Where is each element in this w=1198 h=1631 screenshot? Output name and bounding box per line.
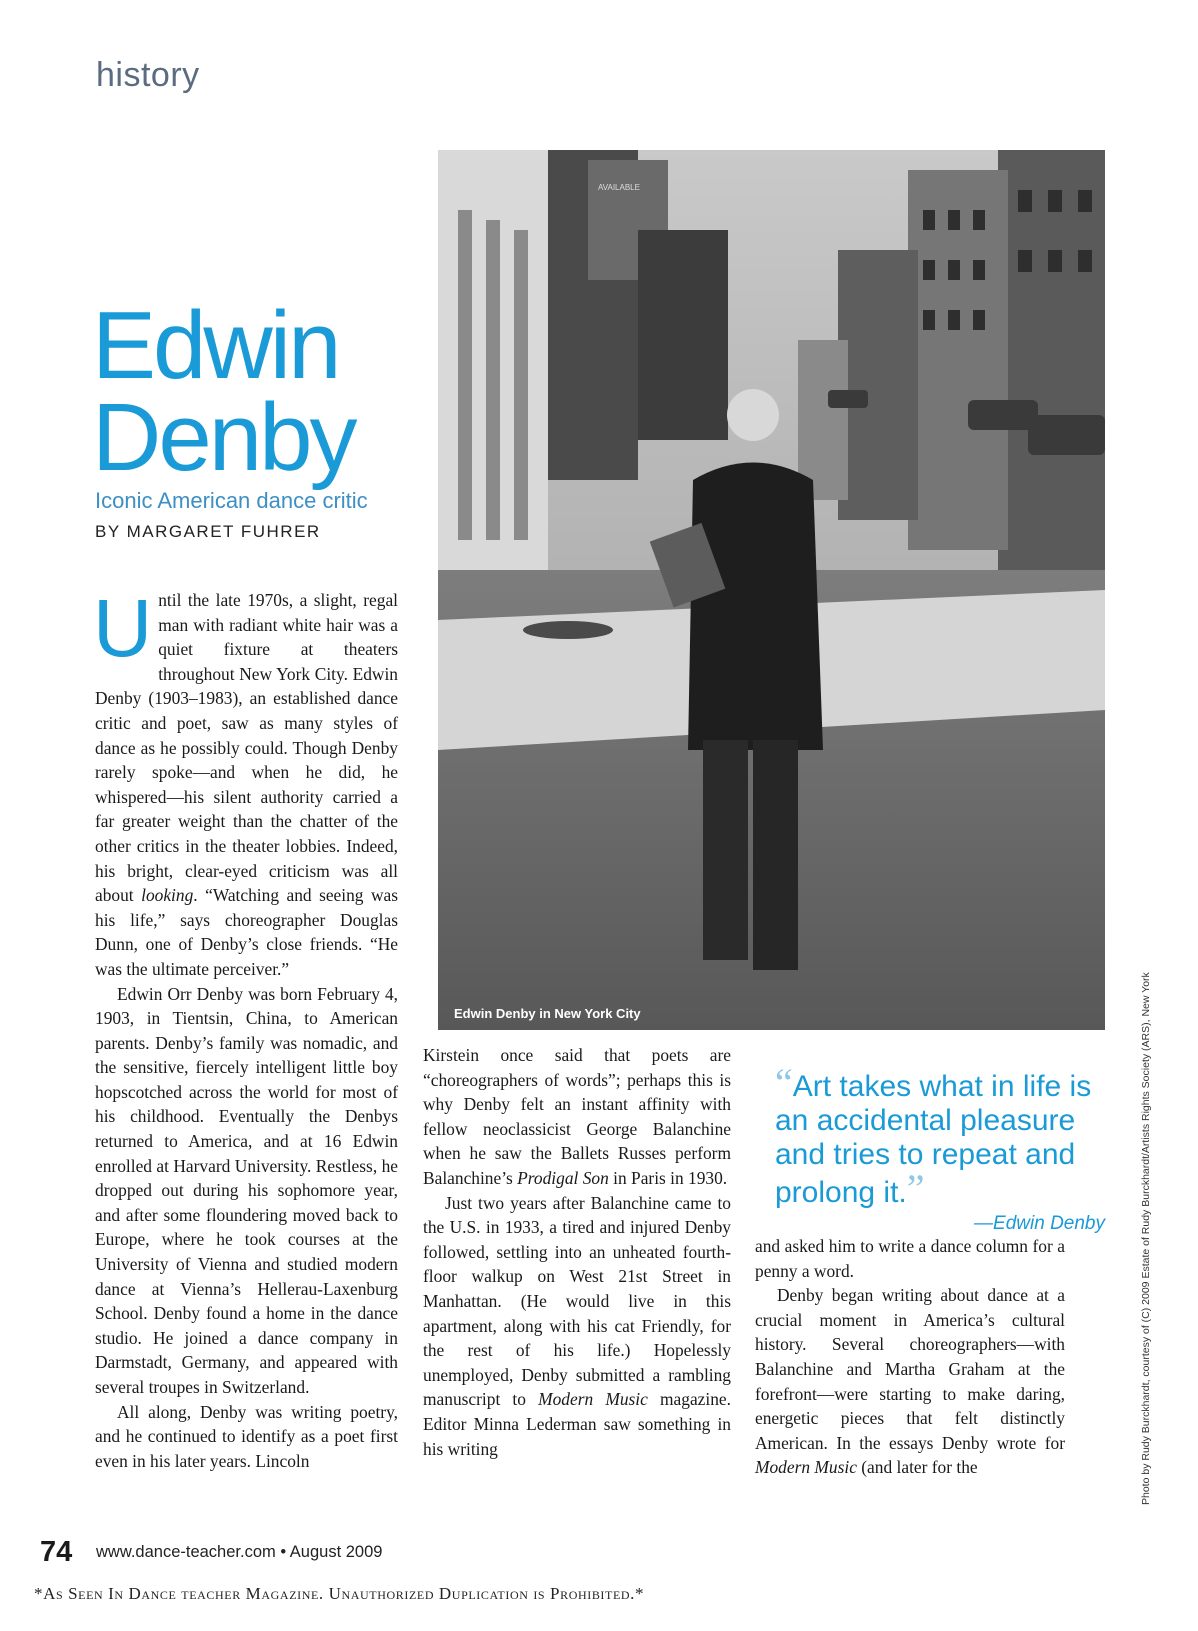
footer-url-date: www.dance-teacher.com • August 2009 bbox=[96, 1543, 383, 1561]
paragraph: Until the late 1970s, a slight, regal man with radiant white hair was a quiet fixture at theaters throughout New York City. Edwin Denby (1903–1983), an established dance critic and poet, saw as many styles of dance as he possibly could. Though Denby rarely spoke—and when he did, he whispered—his silent authority carried a far greater weight than the chatter of the other critics in the theater lobbies. Indeed, his bright, clear-eyed criticism was all about looking. “Watching and seeing was his life,” says choreographer Douglas Dunn, one of Denby’s close friends. “He was the ultimate perceiver.” bbox=[93, 583, 399, 979]
paragraph: Just two years after Balanchine came to the U.S. in 1933, a tired and injured Denby followed, settling into an unheated fourth-floor walkup on West 21st Street in Manhattan. (He would live in this apartment, along with his cat Friendly, for the rest of his life.) Hopelessly unemployed, Denby submitted a rambling manuscript to Modern Music magazine. Editor Minna Lederman saw something in his writing bbox=[423, 1192, 731, 1459]
section-label: history bbox=[96, 56, 200, 94]
building-sign-text: AVAILABLE bbox=[598, 183, 640, 192]
column-2 bbox=[423, 1043, 731, 1461]
article-subtitle: Iconic American dance critic bbox=[95, 488, 368, 513]
disclaimer: *As Seen In Dance teacher Magazine. Unauthorized Duplication is Prohibited.* bbox=[34, 1584, 645, 1603]
article-title bbox=[92, 292, 355, 491]
paragraph: Edwin Orr Denby was born February 4, 1903, in Tientsin, China, to American parents. Denby’s family was nomadic, and the sensitive, fiercely intelligent little boy hopscotched across the world for most of his childhood. Eventually the Denbys returned to America, and at 16 Edwin enrolled at Harvard University. Restless, he dropped out during his sophomore year, and after some floundering moved back to Europe, where he took courses at the University of Vienna and studied modern dance at Vienna’s Hellerau-Laxenburg School. Denby found a home in the dance studio. He joined a dance company in Darmstadt, Germany, and appeared with several troupes in Switzerland. bbox=[95, 983, 398, 1397]
article-photo bbox=[438, 150, 1105, 1030]
paragraph: All along, Denby was writing poetry, and he continued to identify as a poet first even in his later years. Lincoln bbox=[95, 1401, 398, 1471]
drop-cap: U bbox=[93, 583, 153, 674]
photo-caption: Edwin Denby in New York City bbox=[454, 1006, 641, 1021]
photo-credit: Photo by Rudy Burckhardt, courtesy of (C) 2009 Estate of Rudy Burckhardt/Artists Rights Society (ARS), New York bbox=[1140, 972, 1152, 1505]
column-3 bbox=[755, 1234, 1065, 1480]
pull-quote-attribution: —Edwin Denby bbox=[974, 1213, 1105, 1234]
close-quote-mark: ” bbox=[906, 1166, 925, 1211]
paragraph: Kirstein once said that poets are “choreographers of words”; perhaps this is why Denby felt an instant affinity with fellow neoclassicist George Balanchine when he saw the Ballets Russes perform Balanchine’s Prodigal Son in Paris in 1930. bbox=[423, 1045, 731, 1188]
open-quote-mark: “ bbox=[775, 1060, 793, 1105]
paragraph: and asked him to write a dance column for a penny a word. bbox=[755, 1236, 1065, 1281]
page-number: 74 bbox=[40, 1536, 73, 1568]
street-photo-illustration bbox=[438, 150, 1105, 1030]
byline: BY MARGARET FUHRER bbox=[95, 522, 321, 541]
title-line-1: Edwin bbox=[92, 292, 339, 399]
pull-quote-text: Art takes what in life is an accidental pleasure and tries to repeat and prolong it. bbox=[775, 1070, 1092, 1209]
paragraph: Denby began writing about dance at a crucial moment in America’s cultural history. Several choreographers—with Balanchine and Martha Graham at the forefront—were starting to make daring, energetic pieces that felt distinctly American. In the essays Denby wrote for Modern Music (and later for the bbox=[755, 1285, 1065, 1478]
title-line-2: Denby bbox=[92, 384, 355, 491]
column-1 bbox=[93, 583, 399, 1473]
pull-quote bbox=[775, 1060, 1115, 1211]
